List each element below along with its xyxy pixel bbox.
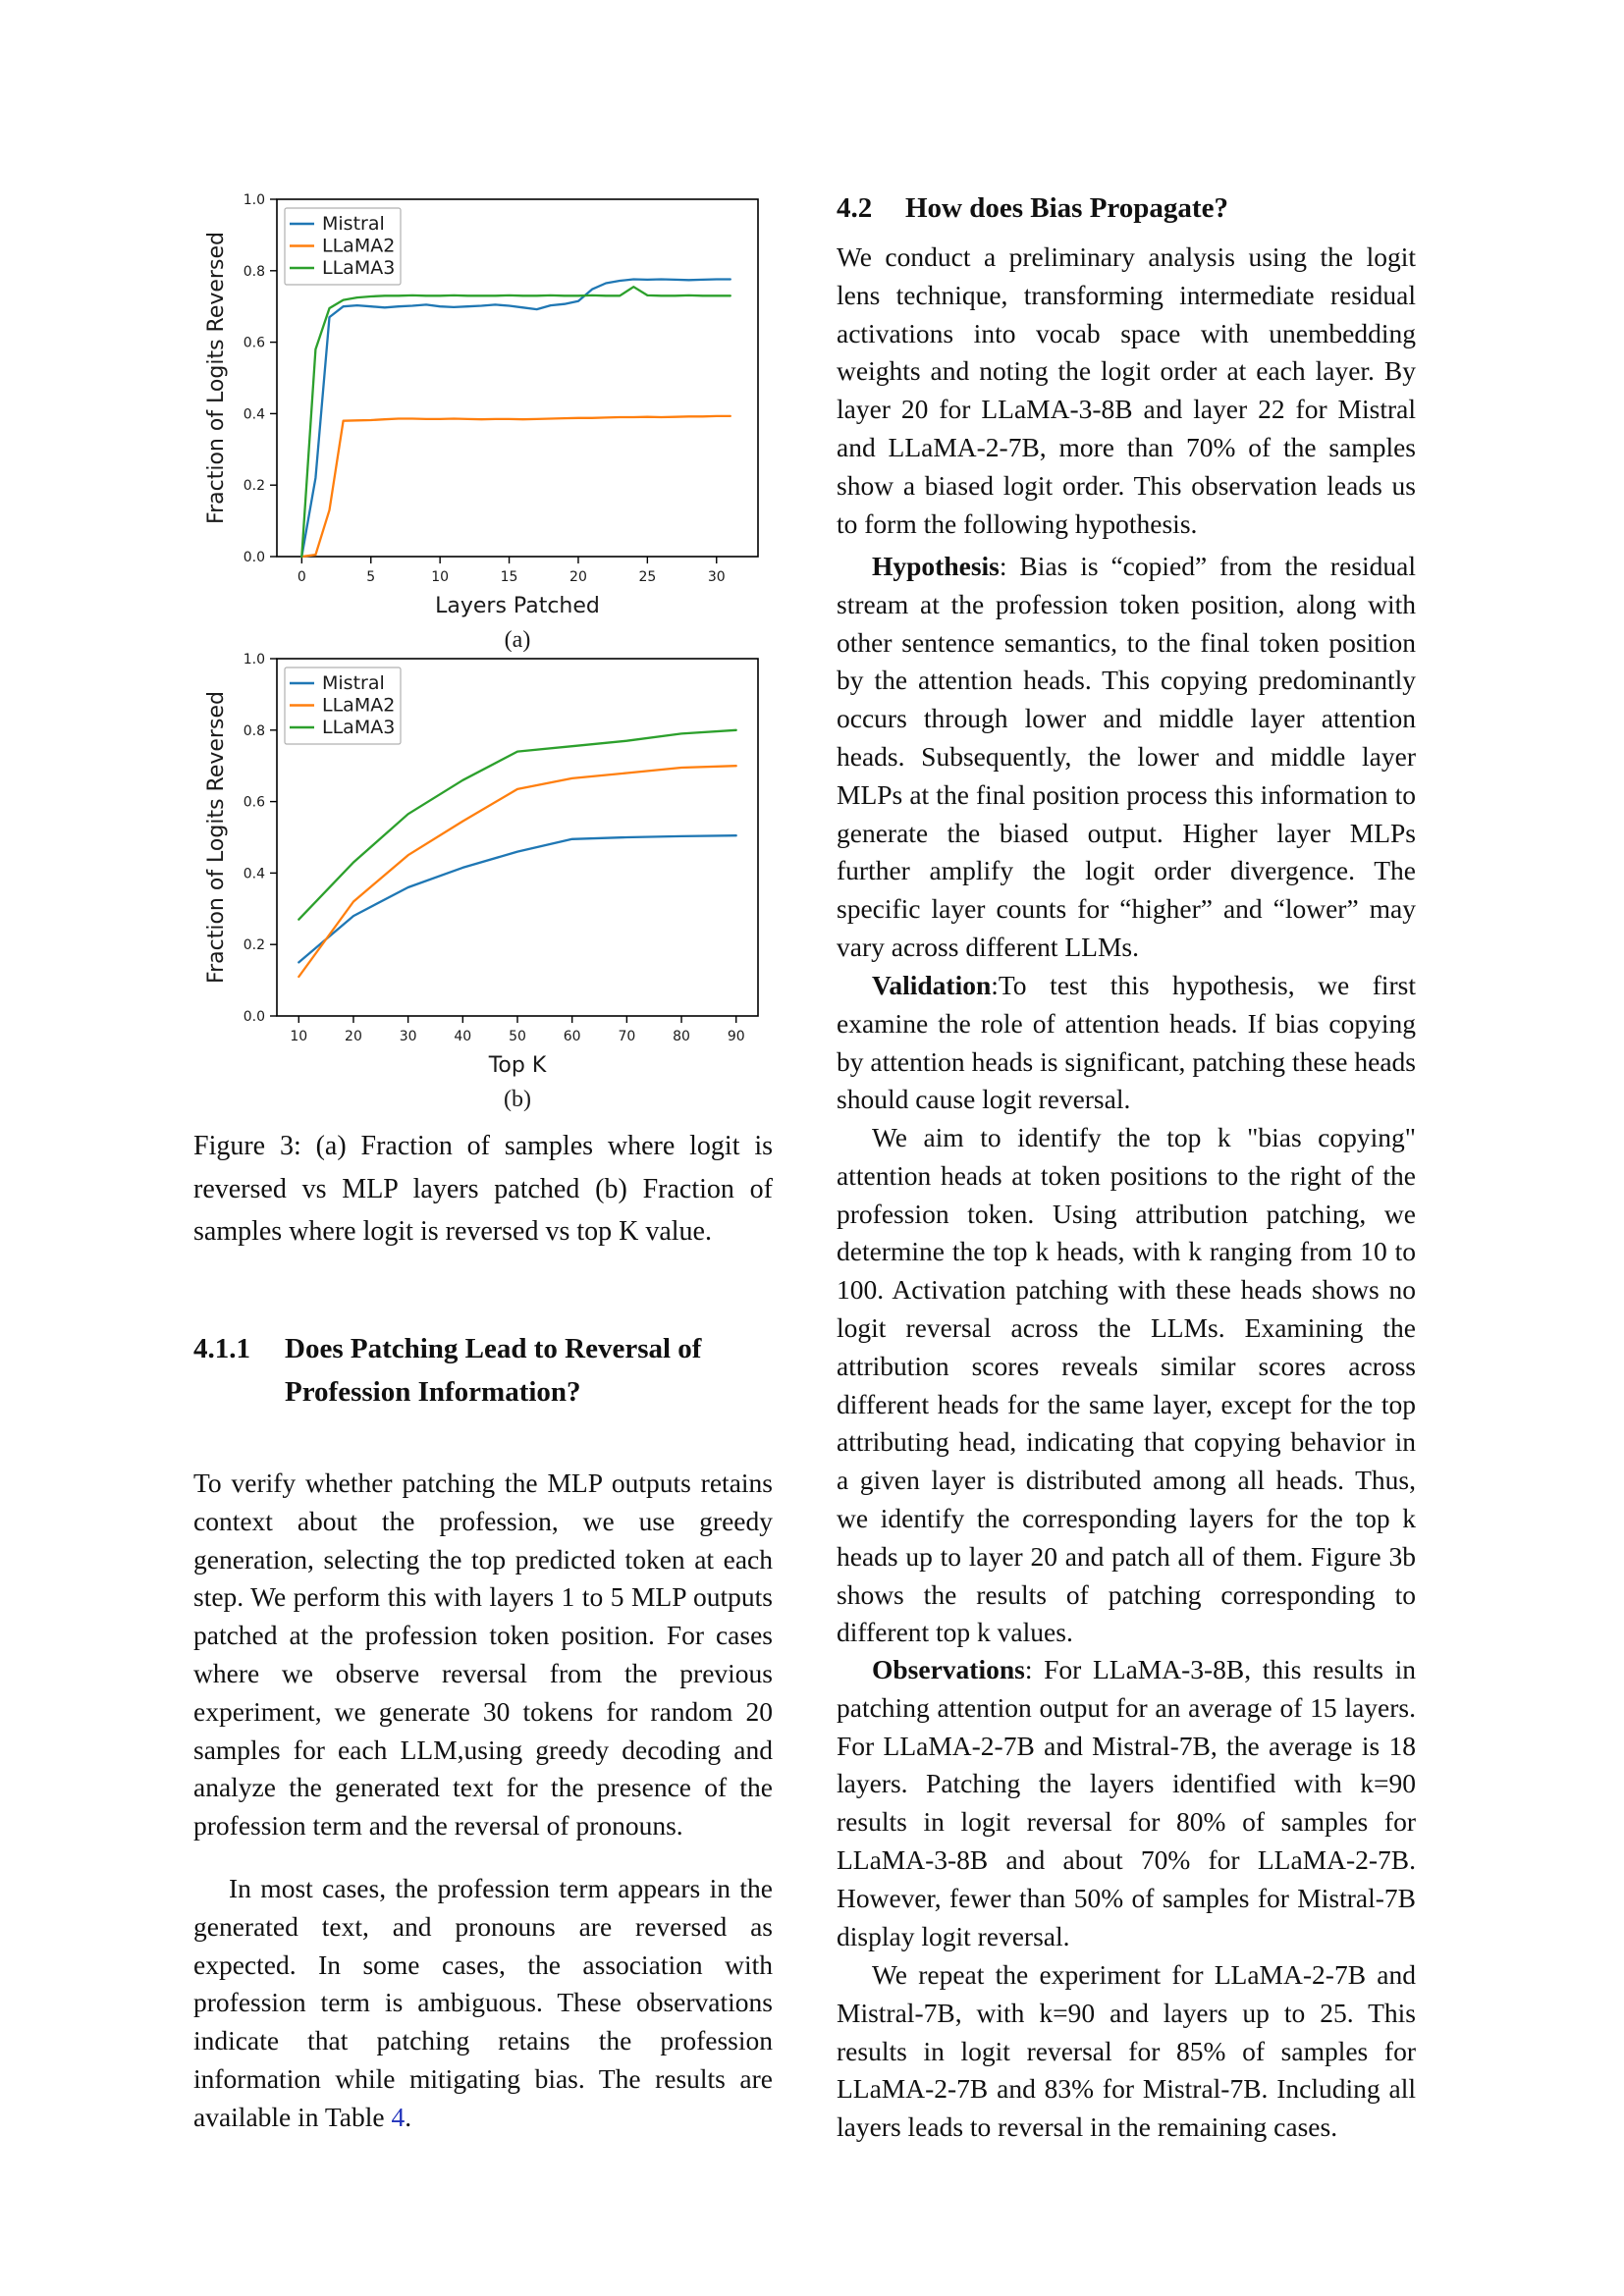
svg-text:0.2: 0.2: [243, 937, 265, 954]
section-number: 4.1.1: [193, 1333, 250, 1364]
svg-text:Fraction of Logits Reversed: Fraction of Logits Reversed: [204, 691, 229, 984]
svg-text:LLaMA3: LLaMA3: [322, 717, 396, 738]
svg-text:LLaMA3: LLaMA3: [322, 257, 396, 279]
section-title: How does Bias Propagate?: [905, 192, 1228, 224]
chart-logits-vs-top-k: [193, 643, 783, 1112]
observations-label: Observations: [872, 1654, 1025, 1684]
paragraph-text: .: [405, 2101, 412, 2132]
paragraph-observations: [837, 1651, 1416, 1955]
svg-text:0: 0: [297, 569, 306, 585]
svg-text:20: 20: [345, 1029, 362, 1044]
svg-text:Top K: Top K: [488, 1053, 547, 1078]
paragraph-hypothesis: [837, 548, 1416, 967]
validation-label: Validation: [872, 970, 992, 1000]
svg-text:30: 30: [399, 1029, 417, 1044]
svg-text:0.4: 0.4: [243, 866, 265, 882]
section-heading-4-2: [837, 187, 1416, 230]
svg-text:15: 15: [500, 569, 518, 585]
svg-text:Mistral: Mistral: [322, 672, 385, 694]
svg-text:Layers Patched: Layers Patched: [435, 594, 600, 618]
svg-text:5: 5: [366, 569, 376, 585]
hypothesis-label: Hypothesis: [872, 551, 1000, 581]
svg-text:0.8: 0.8: [243, 263, 265, 280]
svg-text:70: 70: [618, 1029, 636, 1044]
paragraph-observed-reversal: [193, 1870, 773, 2137]
table-4-link[interactable]: 4: [391, 2101, 406, 2132]
svg-text:25: 25: [638, 569, 657, 585]
svg-text:10: 10: [290, 1029, 308, 1044]
svg-text:0.2: 0.2: [243, 478, 265, 495]
svg-text:50: 50: [509, 1029, 526, 1044]
svg-text:60: 60: [563, 1029, 581, 1044]
svg-text:40: 40: [454, 1029, 472, 1044]
chart-logits-vs-layers-patched: [193, 187, 783, 653]
paragraph-text: :To test this hypothesis, we first examine the role of attention heads. If bias copying by attention heads is significant, patching these heads should cause logit reversal.: [837, 970, 1416, 1115]
svg-text:(b): (b): [504, 1087, 531, 1112]
svg-text:Fraction of Logits Reversed: Fraction of Logits Reversed: [204, 232, 229, 524]
svg-text:0.8: 0.8: [243, 722, 265, 739]
section-heading-4-1-1: [193, 1327, 773, 1414]
svg-text:0.6: 0.6: [243, 794, 265, 811]
svg-text:0.6: 0.6: [243, 335, 265, 351]
svg-text:1.0: 1.0: [243, 652, 265, 667]
section-title: Does Patching Lead to Reversal of Profession Information?: [285, 1333, 702, 1408]
section-number: 4.2: [837, 192, 873, 224]
paragraph-text: In most cases, the profession term appears in the generated text, and pronouns are reversed as expected. In some cases, the association with profession term is ambiguous. These observations indicate that patching retains the profession information while mitigating bias. The results are available in Table: [193, 1873, 773, 2132]
paragraph-logit-lens: We conduct a preliminary analysis using the logit lens technique, transforming intermediate residual activations into vocab space with unembedding weights and noting the logit order at each layer. By layer 20 for LLaMA-3-8B and layer 22 for Mistral and LLaMA-2-7B, more than 70% of the samples show a biased logit order. This observation leads us to form the following hypothesis.: [837, 241, 1416, 539]
svg-text:90: 90: [727, 1029, 745, 1044]
figure-caption: Figure 3: (a) Fraction of samples where logit is reversed vs MLP layers patched (b) Fraction of samples where logit is reversed vs top K value.: [193, 1131, 773, 1247]
svg-text:Mistral: Mistral: [322, 213, 385, 235]
svg-text:30: 30: [707, 569, 726, 585]
svg-text:10: 10: [431, 569, 450, 585]
paragraph-top-k-heads: We aim to identify the top k "bias copying" attention heads at token positions to the right of the profession token. Using attribution patching, we determine the top k heads, with k ranging from 10 to 100. Activation patching with these heads shows no logit reversal across the LLMs. Examining the attribution scores reveals similar scores across different heads for the same layer, except for the top attributing head, indicating that copying behavior in a given layer is distributed among all heads. Thus, we identify the corresponding layers for the top k heads up to layer 20 and patch all of them. Figure 3b shows the results of patching corresponding to different top k values.: [837, 1122, 1416, 1648]
paragraph-patching-verification: To verify whether patching the MLP outputs retains context about the profession, we use greedy generation, selecting the top predicted token at each step. We perform this with layers 1 to 5 MLP outputs patched at the profession token position. For cases where we observe reversal from the previous experiment, we generate 30 tokens for random 20 samples for each LLM,using greedy decoding and analyze the generated text for the presence of the profession term and the reversal of pronouns.: [193, 1468, 773, 1842]
svg-text:80: 80: [673, 1029, 690, 1044]
svg-text:(a): (a): [504, 627, 531, 653]
svg-text:LLaMA2: LLaMA2: [322, 694, 396, 717]
svg-text:LLaMA2: LLaMA2: [322, 235, 396, 257]
paragraph-text: : For LLaMA-3-8B, this results in patching attention output for an average of 15 layers. For LLaMA-2-7B and Mistral-7B, the average is 18 layers. Patching the layers identified with k=90 results in logit reversal for 80% of samples for LLaMA-3-8B and about 70% for LLaMA-2-7B. However, fewer than 50% of samples for Mistral-7B display logit reversal.: [837, 1654, 1416, 1951]
svg-text:1.0: 1.0: [243, 192, 265, 208]
paragraph-text: : Bias is “copied” from the residual stream at the profession token position, along with other sentence semantics, to the final token position by the attention heads. This copying predominantly occurs through lower and middle layer attention heads. Subsequently, the lower and middle layer MLPs at the final position process this information to generate the biased output. Higher layer MLPs further amplify the logit order divergence. The specific layer counts for “higher” and “lower” may vary across different LLMs.: [837, 551, 1416, 962]
paragraph-validation: [837, 967, 1416, 1119]
svg-text:0.4: 0.4: [243, 406, 265, 423]
paragraph-repeat-experiment: We repeat the experiment for LLaMA-2-7B and Mistral-7B, with k=90 and layers up to 25. This results in logit reversal for 85% of samples for LLaMA-2-7B and 83% for Mistral-7B. Including all layers leads to reversal in the remaining cases.: [837, 1959, 1416, 2143]
svg-text:20: 20: [569, 569, 587, 585]
svg-text:0.0: 0.0: [243, 1009, 265, 1025]
svg-text:0.0: 0.0: [243, 550, 265, 565]
